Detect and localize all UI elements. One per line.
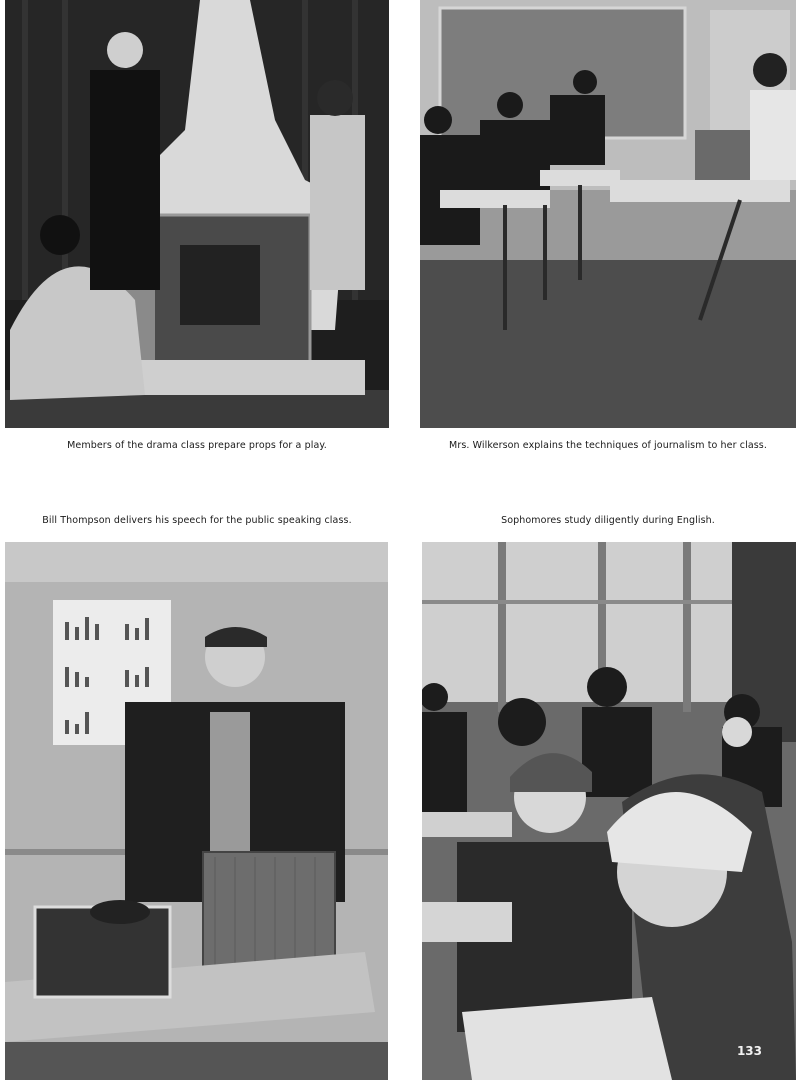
- caption-drama: Members of the drama class prepare props for a play.: [67, 440, 327, 451]
- photo-english-class: [422, 542, 796, 1080]
- caption-journalism: Mrs. Wilkerson explains the techniques of journalism to her class.: [449, 440, 767, 451]
- caption-speech: Bill Thompson delivers his speech for the public speaking class.: [42, 515, 352, 526]
- photo-journalism-class: [420, 0, 796, 428]
- photo-speech-class: [5, 542, 388, 1080]
- page-number: 133: [736, 1044, 762, 1058]
- caption-english: Sophomores study diligently during English.: [501, 515, 715, 526]
- photo-drama-class: [5, 0, 389, 428]
